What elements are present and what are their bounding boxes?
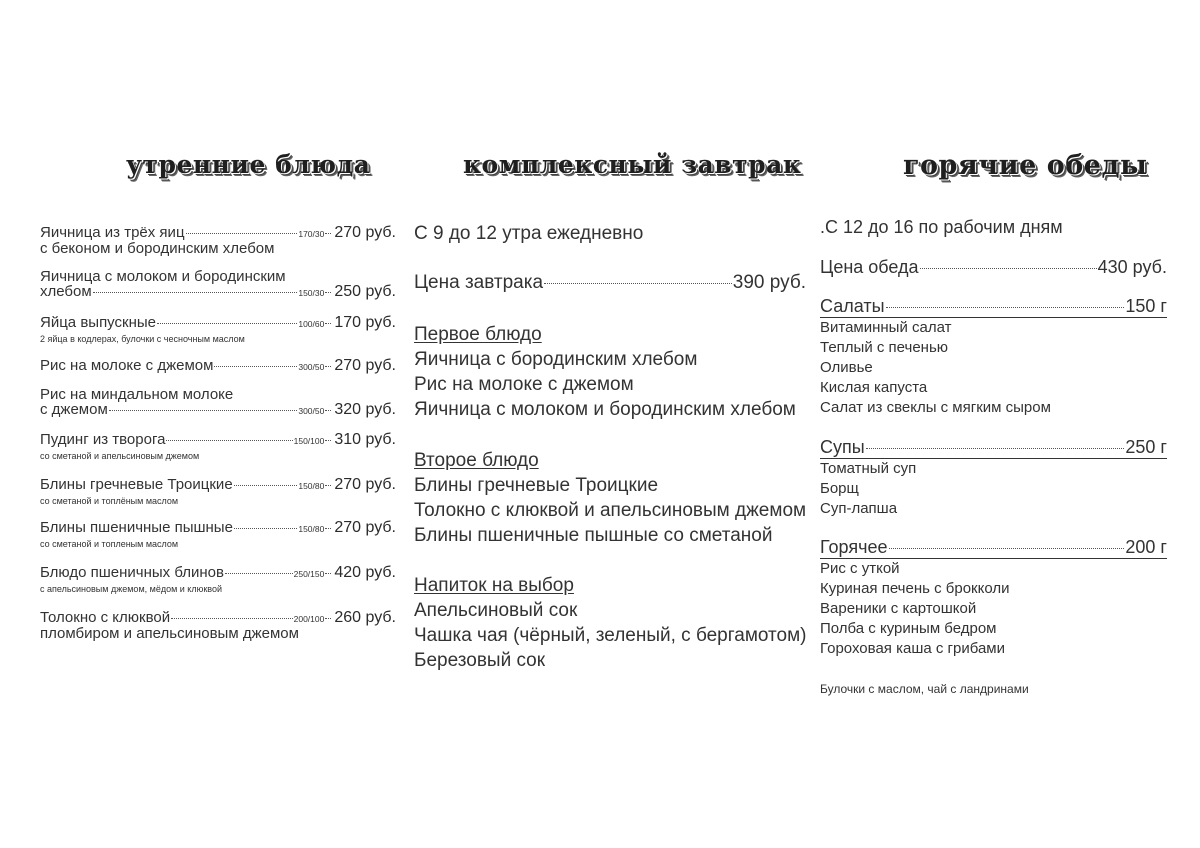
list-item: Вареники с картошкой <box>820 600 977 617</box>
dot-leader <box>186 233 298 234</box>
item-note: с апельсиновым джемом, мёдом и клюквой <box>40 584 222 594</box>
dot-leader <box>325 618 331 619</box>
section-title-lunch: горячие обеды <box>903 150 1148 181</box>
list-item: Гороховая каша с грибами <box>820 640 1006 657</box>
item-weight: 300/50 <box>298 362 325 372</box>
item-name: Рис на миндальном молоке <box>40 386 234 403</box>
group-weight: 150 г <box>1125 296 1167 316</box>
dot-leader <box>234 528 297 529</box>
item-name: Яичница из трёх яиц <box>40 224 185 241</box>
dot-leader <box>325 323 331 324</box>
section-heading: Первое блюдо <box>414 324 542 345</box>
item-weight: 200/100 <box>293 614 325 624</box>
list-item: Борщ <box>820 480 859 497</box>
dot-leader <box>225 573 293 574</box>
dot-leader <box>234 485 298 486</box>
item-price: 310 руб. <box>334 431 396 448</box>
lunch-schedule: .С 12 до 16 по рабочим дням <box>820 217 1063 237</box>
item-weight: 150/80 <box>298 524 325 534</box>
menu-item <box>40 358 396 375</box>
item-note: 2 яйца в кодлерах, булочки с чесночным маслом <box>40 334 245 344</box>
group-title: Супы <box>820 437 865 457</box>
list-item: Салат из свеклы с мягким сыром <box>820 399 1051 416</box>
price-label: Цена обеда <box>820 257 919 277</box>
list-item: Рис с уткой <box>820 560 900 577</box>
item-description: пломбиром и апельсиновым джемом <box>40 625 299 642</box>
list-item: Оливье <box>820 359 873 376</box>
item-price: 250 руб. <box>334 283 396 300</box>
menu-item <box>40 387 396 419</box>
list-item: Яичница с молоком и бородинским хлебом <box>414 399 796 420</box>
list-item: Толокно с клюквой и апельсиновым джемом <box>414 500 807 521</box>
item-note: со сметаной и топленым маслом <box>40 539 179 549</box>
list-item: Березовый сок <box>414 650 546 671</box>
group-title: Салаты <box>820 296 885 316</box>
item-name-cont: хлебом <box>40 283 92 300</box>
item-price: 270 руб. <box>334 476 396 493</box>
lunch-group-salads <box>820 296 1167 418</box>
list-item: Чашка чая (чёрный, зеленый, с бергамотом) <box>414 625 807 646</box>
item-price: 270 руб. <box>334 224 396 241</box>
dot-leader <box>325 573 331 574</box>
breakfast-schedule: С 9 до 12 утра ежедневно <box>414 223 644 244</box>
menu-item <box>40 610 396 641</box>
dot-leader <box>325 366 331 367</box>
price-label: Цена завтрака <box>414 272 544 293</box>
breakfast-section <box>414 573 806 673</box>
item-price: 270 руб. <box>334 357 396 374</box>
section-heading: Напиток на выбор <box>414 575 574 596</box>
menu-item <box>40 477 396 507</box>
menu-item <box>40 269 396 301</box>
dot-leader <box>325 440 331 441</box>
item-price: 320 руб. <box>334 401 396 418</box>
item-price: 260 руб. <box>334 609 396 626</box>
item-note: со сметаной и топлёным маслом <box>40 496 179 506</box>
item-name: Блюдо пшеничных блинов <box>40 564 224 581</box>
list-item: Рис на молоке с джемом <box>414 374 634 395</box>
menu-item <box>40 520 396 550</box>
dot-leader <box>325 292 331 293</box>
list-item: Суп-лапша <box>820 500 898 517</box>
item-weight: 150/100 <box>293 436 325 446</box>
item-name-cont: с джемом <box>40 401 108 418</box>
list-item: Апельсиновый сок <box>414 600 578 621</box>
dot-leader <box>544 283 732 284</box>
list-item: Блины гречневые Троицкие <box>414 475 659 496</box>
item-name: Пудинг из творога <box>40 431 166 448</box>
section-title-breakfast: комплексный завтрак <box>463 150 802 179</box>
list-item: Куриная печень с брокколи <box>820 580 1010 597</box>
group-weight: 200 г <box>1125 537 1167 557</box>
menu-item <box>40 565 396 595</box>
dot-leader <box>157 323 297 324</box>
list-item: Кислая капуста <box>820 379 928 396</box>
item-weight: 300/50 <box>298 406 325 416</box>
lunch-price-line <box>820 257 1167 278</box>
breakfast-section <box>414 322 806 422</box>
list-item: Томатный суп <box>820 460 917 477</box>
dot-leader <box>325 528 331 529</box>
dot-leader <box>889 548 1125 549</box>
item-name: Яйца выпускные <box>40 314 156 331</box>
list-item: Теплый с печенью <box>820 339 949 356</box>
menu-item <box>40 315 396 345</box>
menu-item <box>40 225 396 256</box>
price-value: 430 руб. <box>1097 257 1167 277</box>
list-item: Полба с куриным бедром <box>820 620 997 637</box>
menu-item <box>40 432 396 462</box>
item-price: 270 руб. <box>334 519 396 536</box>
item-weight: 250/150 <box>293 569 325 579</box>
lunch-footnote: Булочки с маслом, чай с ландринами <box>820 682 1029 696</box>
breakfast-section <box>414 448 806 548</box>
section-title-morning: утренние блюда <box>126 150 371 179</box>
group-weight: 250 г <box>1125 437 1167 457</box>
item-name: Рис на молоке с джемом <box>40 357 214 374</box>
list-item: Витаминный салат <box>820 319 952 336</box>
list-item: Блины пшеничные пышные со сметаной <box>414 525 773 546</box>
breakfast-price-line <box>414 272 806 294</box>
item-note: со сметаной и апельсиновым джемом <box>40 451 200 461</box>
lunch-group-soups <box>820 437 1167 519</box>
dot-leader <box>886 307 1125 308</box>
item-description: с беконом и бородинским хлебом <box>40 240 275 257</box>
item-weight: 170/30 <box>298 229 325 239</box>
dot-leader <box>171 618 293 619</box>
group-title: Горячее <box>820 537 888 557</box>
item-price: 420 руб. <box>334 564 396 581</box>
dot-leader <box>93 292 298 293</box>
dot-leader <box>920 268 1097 269</box>
item-name: Яичница с молоком и бородинским <box>40 268 286 285</box>
item-weight: 150/30 <box>298 288 325 298</box>
dot-leader <box>325 233 331 234</box>
item-weight: 150/80 <box>298 481 325 491</box>
dot-leader <box>325 485 331 486</box>
item-name: Блины гречневые Троицкие <box>40 476 233 493</box>
item-weight: 100/60 <box>298 319 325 329</box>
section-heading: Второе блюдо <box>414 450 539 471</box>
dot-leader <box>866 448 1125 449</box>
item-name: Толокно с клюквой <box>40 609 171 626</box>
lunch-group-hot <box>820 537 1167 659</box>
dot-leader <box>214 366 297 367</box>
price-value: 390 руб. <box>732 272 806 293</box>
item-name: Блины пшеничные пышные <box>40 519 233 536</box>
item-price: 170 руб. <box>334 314 396 331</box>
dot-leader <box>325 410 331 411</box>
dot-leader <box>109 410 298 411</box>
dot-leader <box>166 440 292 441</box>
list-item: Яичница с бородинским хлебом <box>414 349 698 370</box>
